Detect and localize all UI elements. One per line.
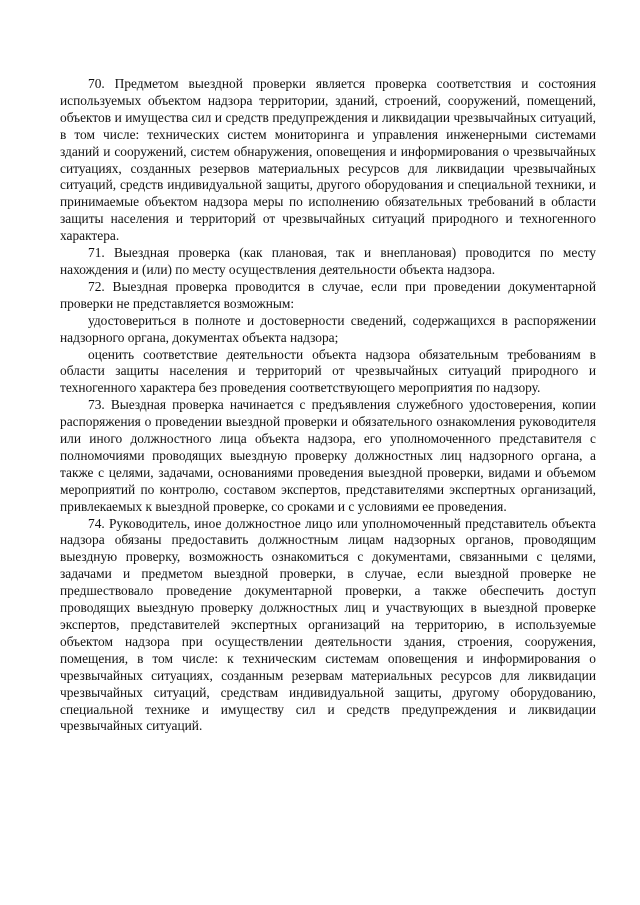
paragraph-71: 71. Выездная проверка (как плановая, так и внеплановая) проводится по месту нахождения и (или) по месту осуществления деятельности объекта надзора. — [60, 245, 596, 277]
paragraph-73: 73. Выездная проверка начинается с предъявления служебного удостоверения, копии распоряжения о проведении выездной проверки и обязательного ознакомления руководителя или иного должностного лица объекта надзора, его уполномоченного представителя с полномочиями проводящих выездную проверку должностных лиц надзорного органа, а также с целями, задачами, основаниями проведения выездной проверки, видами и объемом мероприятий по контролю, составом экспертов, представителями экспертных организаций, привлекаемых к выездной проверке, со сроками и с условиями ее проведения. — [60, 397, 596, 514]
paragraph-72-item-2: оценить соответствие деятельности объекта надзора обязательным требованиям в области защиты населения и территорий от чрезвычайных ситуаций природного и техногенного характера без проведения соответствующего мероприятия по надзору. — [60, 346, 596, 396]
paragraph-70: 70. Предметом выездной проверки является проверка соответствия и состояния используемых объектом надзора территории, зданий, строений, сооружений, помещений, объектов и имущества сил и средств предупреждения и ликвидации чрезвычайных ситуаций, в том числе: технических систем мониторинга и управления инженерными системами зданий и сооружений, систем обнаружения, оповещения и информирования о чрезвычайных ситуациях, созданных резервов материальных ресурсов для ликвидации чрезвычайных ситуаций, средств индивидуальной защиты, другого оборудования и специальной техники, и принимаемые объектом надзора меры по исполнению обязательных требований в области защиты населения и территорий от чрезвычайных ситуаций природного и техногенного характера. — [60, 76, 596, 244]
paragraph-72: 72. Выездная проверка проводится в случае, если при проведении документарной проверки не представляется возможным: — [60, 278, 596, 311]
paragraph-74: 74. Руководитель, иное должностное лицо или уполномоченный представитель объекта надзора обязаны предоставить должностным лицам надзорных органов, проводящим выездную проверку, возможность ознакомиться с документами, связанными с целями, задачами и предметом выездной проверки, в случае, если выездной проверке не предшествовало проведение документарной проверки, а также обеспечить доступ проводящих выездную проверку должностных лиц и участвующих в выездной проверке экспертов, представителей экспертных организаций на территорию, в используемые объектом надзора при осуществлении деятельности здания, строения, сооружения, помещения, в том числе: к техническим системам оповещения и информирования о чрезвычайных ситуациях, созданным резервам материальных ресурсов для ликвидации чрезвычайных ситуаций, средствам индивидуальной защиты, другому оборудованию, специальной технике и имуществу сил и средств предупреждения и ликвидации чрезвычайных ситуаций. — [60, 515, 596, 734]
paragraph-72-item-1: удостовериться в полноте и достоверности сведений, содержащихся в распоряжении надзорного органа, документах объекта надзора; — [60, 312, 596, 345]
document-page — [60, 76, 596, 735]
